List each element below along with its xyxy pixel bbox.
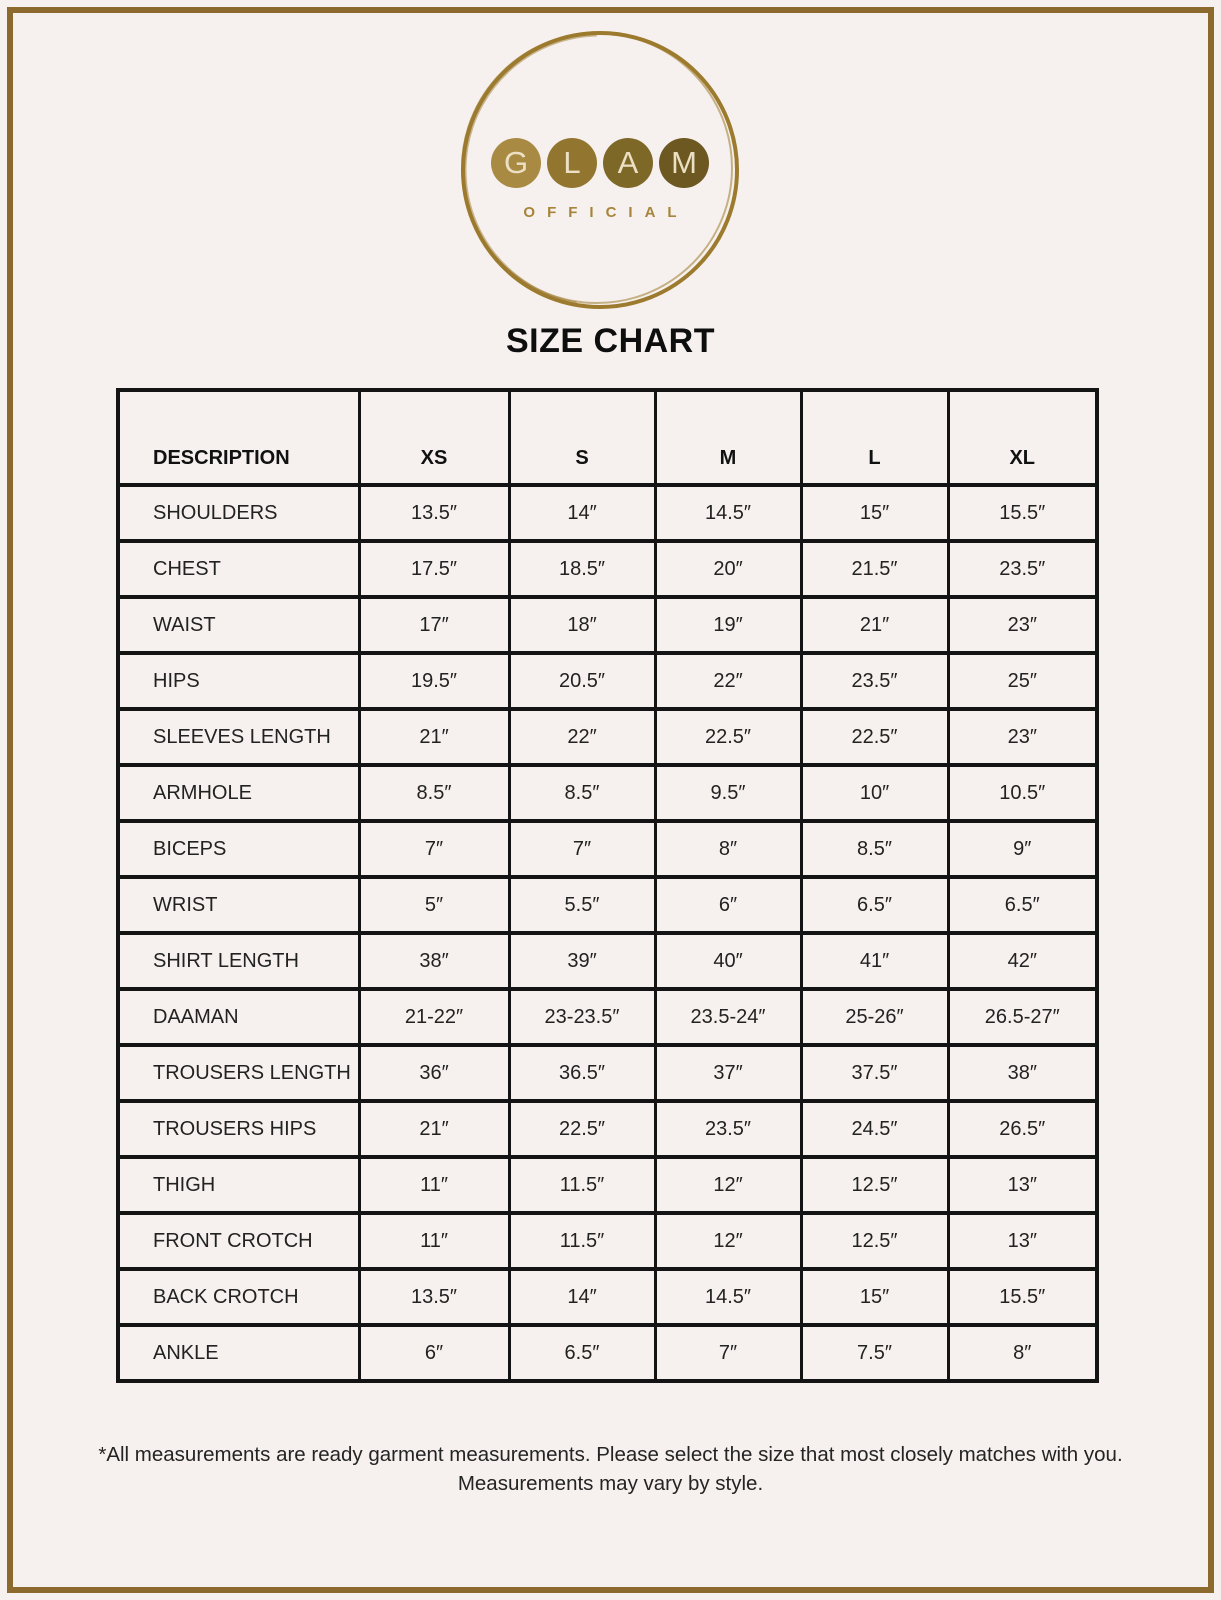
size-value-cell: 22.5″ (801, 709, 948, 765)
table-row (118, 933, 1097, 989)
row-label: SHOULDERS (118, 485, 359, 541)
row-label: BICEPS (118, 821, 359, 877)
size-value-cell: 40″ (655, 933, 801, 989)
table-row (118, 709, 1097, 765)
column-header-description: DESCRIPTION (118, 390, 359, 485)
logo-letter-circles (454, 138, 746, 188)
size-value-cell: 37″ (655, 1045, 801, 1101)
logo-letter-circle-m: M (659, 138, 709, 188)
row-label: FRONT CROTCH (118, 1213, 359, 1269)
size-value-cell: 19″ (655, 597, 801, 653)
size-value-cell: 36″ (359, 1045, 509, 1101)
size-value-cell: 14″ (509, 1269, 655, 1325)
row-label: ARMHOLE (118, 765, 359, 821)
size-value-cell: 6.5″ (948, 877, 1097, 933)
size-value-cell: 38″ (948, 1045, 1097, 1101)
size-value-cell: 15.5″ (948, 1269, 1097, 1325)
size-value-cell: 19.5″ (359, 653, 509, 709)
size-value-cell: 20.5″ (509, 653, 655, 709)
size-value-cell: 21-22″ (359, 989, 509, 1045)
size-value-cell: 36.5″ (509, 1045, 655, 1101)
size-value-cell: 7″ (509, 821, 655, 877)
row-label: THIGH (118, 1157, 359, 1213)
row-label: TROUSERS LENGTH (118, 1045, 359, 1101)
row-label: SHIRT LENGTH (118, 933, 359, 989)
footer-line-1: *All measurements are ready garment measurements. Please select the size that most closely matches with you. (98, 1443, 1123, 1466)
size-value-cell: 22.5″ (655, 709, 801, 765)
size-value-cell: 18″ (509, 597, 655, 653)
column-header-m: M (655, 390, 801, 485)
size-value-cell: 26.5″ (948, 1101, 1097, 1157)
size-value-cell: 21″ (359, 709, 509, 765)
logo-subtitle: OFFICIAL (523, 204, 689, 221)
size-value-cell: 14″ (509, 485, 655, 541)
size-value-cell: 12″ (655, 1213, 801, 1269)
table-row (118, 821, 1097, 877)
size-value-cell: 14.5″ (655, 485, 801, 541)
size-value-cell: 23.5″ (948, 541, 1097, 597)
row-label: WAIST (118, 597, 359, 653)
size-value-cell: 5.5″ (509, 877, 655, 933)
table-row (118, 1101, 1097, 1157)
table-row (118, 1325, 1097, 1381)
size-value-cell: 39″ (509, 933, 655, 989)
size-value-cell: 6″ (655, 877, 801, 933)
size-value-cell: 10.5″ (948, 765, 1097, 821)
size-value-cell: 13.5″ (359, 1269, 509, 1325)
size-value-cell: 6″ (359, 1325, 509, 1381)
size-value-cell: 23.5″ (801, 653, 948, 709)
size-value-cell: 11.5″ (509, 1157, 655, 1213)
size-value-cell: 21.5″ (801, 541, 948, 597)
size-value-cell: 22″ (655, 653, 801, 709)
size-value-cell: 6.5″ (509, 1325, 655, 1381)
size-value-cell: 15″ (801, 485, 948, 541)
size-value-cell: 38″ (359, 933, 509, 989)
footer-line-2: Measurements may vary by style. (457, 1472, 764, 1495)
header-row (118, 390, 1097, 485)
size-value-cell: 6.5″ (801, 877, 948, 933)
size-value-cell: 12″ (655, 1157, 801, 1213)
table-row (118, 597, 1097, 653)
size-value-cell: 23.5-24″ (655, 989, 801, 1045)
table-row (118, 485, 1097, 541)
row-label: BACK CROTCH (118, 1269, 359, 1325)
size-chart-table (116, 388, 1099, 1383)
table-row (118, 765, 1097, 821)
column-header-s: S (509, 390, 655, 485)
row-label: SLEEVES LENGTH (118, 709, 359, 765)
size-value-cell: 26.5-27″ (948, 989, 1097, 1045)
size-value-cell: 8″ (948, 1325, 1097, 1381)
size-value-cell: 11″ (359, 1213, 509, 1269)
row-label: WRIST (118, 877, 359, 933)
size-value-cell: 7.5″ (801, 1325, 948, 1381)
size-chart-table-wrap (116, 388, 1099, 1383)
column-header-xl: XL (948, 390, 1097, 485)
row-label: ANKLE (118, 1325, 359, 1381)
size-value-cell: 17″ (359, 597, 509, 653)
table-row (118, 1045, 1097, 1101)
page-title: SIZE CHART (506, 322, 715, 360)
size-value-cell: 15″ (801, 1269, 948, 1325)
size-value-cell: 12.5″ (801, 1213, 948, 1269)
size-value-cell: 9″ (948, 821, 1097, 877)
size-value-cell: 25-26″ (801, 989, 948, 1045)
table-row (118, 1269, 1097, 1325)
size-value-cell: 12.5″ (801, 1157, 948, 1213)
size-value-cell: 23″ (948, 597, 1097, 653)
column-header-xs: XS (359, 390, 509, 485)
logo-letter-circle-a: A (603, 138, 653, 188)
size-value-cell: 41″ (801, 933, 948, 989)
size-value-cell: 17.5″ (359, 541, 509, 597)
size-value-cell: 23″ (948, 709, 1097, 765)
size-value-cell: 11.5″ (509, 1213, 655, 1269)
brand-logo (454, 24, 746, 316)
size-value-cell: 21″ (801, 597, 948, 653)
size-value-cell: 5″ (359, 877, 509, 933)
size-value-cell: 15.5″ (948, 485, 1097, 541)
table-row (118, 1157, 1097, 1213)
size-value-cell: 7″ (655, 1325, 801, 1381)
size-value-cell: 18.5″ (509, 541, 655, 597)
table-row (118, 877, 1097, 933)
size-value-cell: 10″ (801, 765, 948, 821)
size-value-cell: 8″ (655, 821, 801, 877)
size-value-cell: 22.5″ (509, 1101, 655, 1157)
size-value-cell: 7″ (359, 821, 509, 877)
logo-letter-circle-l: L (547, 138, 597, 188)
logo-letter-circle-g: G (491, 138, 541, 188)
size-value-cell: 11″ (359, 1157, 509, 1213)
size-value-cell: 23-23.5″ (509, 989, 655, 1045)
size-value-cell: 23.5″ (655, 1101, 801, 1157)
size-value-cell: 42″ (948, 933, 1097, 989)
table-row (118, 989, 1097, 1045)
table-row (118, 1213, 1097, 1269)
size-value-cell: 8.5″ (359, 765, 509, 821)
size-value-cell: 21″ (359, 1101, 509, 1157)
column-header-l: L (801, 390, 948, 485)
size-value-cell: 25″ (948, 653, 1097, 709)
row-label: CHEST (118, 541, 359, 597)
table-row (118, 653, 1097, 709)
size-value-cell: 22″ (509, 709, 655, 765)
table-row (118, 541, 1097, 597)
size-value-cell: 37.5″ (801, 1045, 948, 1101)
size-value-cell: 13.5″ (359, 485, 509, 541)
row-label: DAAMAN (118, 989, 359, 1045)
row-label: HIPS (118, 653, 359, 709)
size-value-cell: 24.5″ (801, 1101, 948, 1157)
size-value-cell: 20″ (655, 541, 801, 597)
size-value-cell: 8.5″ (801, 821, 948, 877)
row-label: TROUSERS HIPS (118, 1101, 359, 1157)
size-value-cell: 13″ (948, 1157, 1097, 1213)
size-value-cell: 13″ (948, 1213, 1097, 1269)
size-value-cell: 8.5″ (509, 765, 655, 821)
footer-note (0, 1440, 1221, 1498)
size-value-cell: 14.5″ (655, 1269, 801, 1325)
size-value-cell: 9.5″ (655, 765, 801, 821)
